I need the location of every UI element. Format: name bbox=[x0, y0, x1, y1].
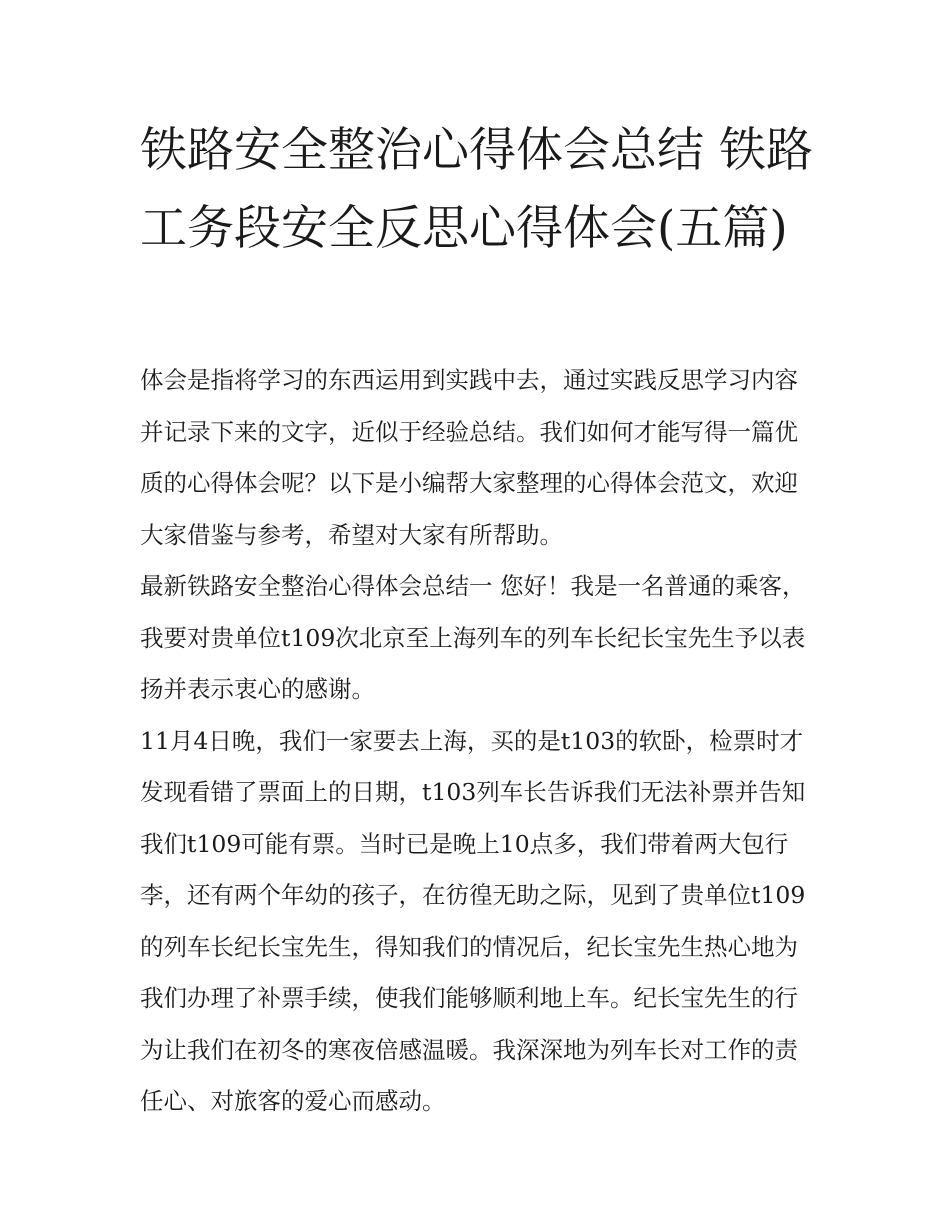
paragraph-letter-opening: 最新铁路安全整治心得体会总结一 您好！我是一名普通的乘客，我要对贵单位t109次北京至上海列车的列车长纪长宝先生予以表扬并表示衷心的感谢。 bbox=[140, 572, 806, 703]
paragraph-intro: 体会是指将学习的东西运用到实践中去，通过实践反思学习内容并记录下来的文字，近似于经验总结。我们如何才能写得一篇优质的心得体会呢？以下是小编帮大家整理的心得体会范文，欢迎大家借鉴与参考，希望对大家有所帮助。 bbox=[140, 366, 798, 549]
paragraph-story: 11月4日晚，我们一家要去上海，买的是t103的软卧，检票时才发现看错了票面上的日期，t103列车长告诉我们无法补票并告知我们t109可能有票。当时已是晚上10点多，我们带着两大包行李，还有两个年幼的孩子，在彷徨无助之际，见到了贵单位t109的列车长纪长宝先生，得知我们的情况后，纪长宝先生热心地为我们办理了补票手续，使我们能够顺利地上车。纪长宝先生的行为让我们在初冬的寒夜倍感温暖。我深深地为列车长对工作的责任心、对旅客的爱心而感动。 bbox=[140, 726, 806, 1115]
document-title: 铁路安全整治心得体会总结 铁路工务段安全反思心得体会(五篇) bbox=[140, 123, 813, 256]
document-body bbox=[140, 355, 820, 1128]
